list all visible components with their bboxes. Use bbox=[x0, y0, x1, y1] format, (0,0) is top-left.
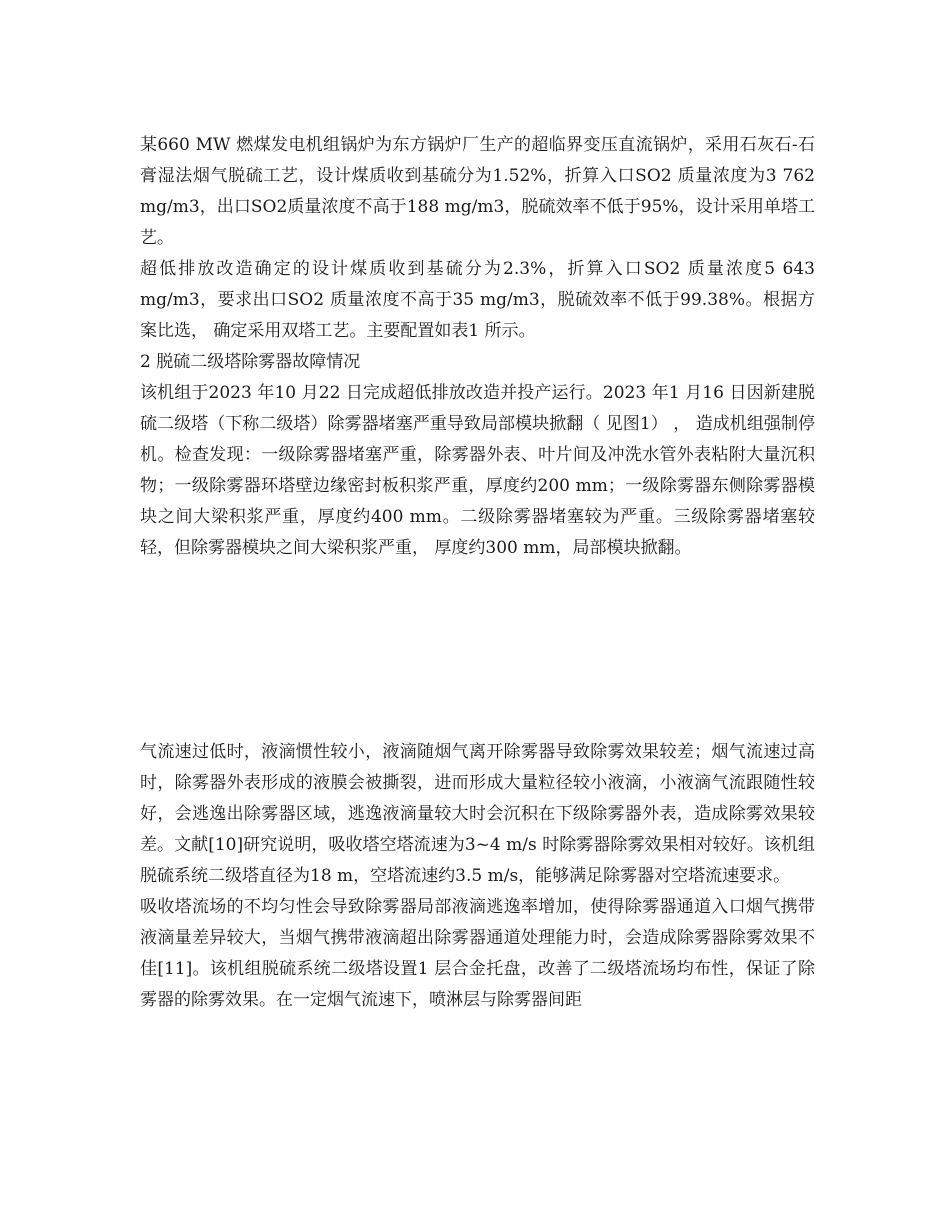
paragraph-boiler-intro: 某660 MW 燃煤发电机组锅炉为东方锅炉厂生产的超临界变压直流锅炉，采用石灰石-石膏湿法烟气脱硫工艺，设计煤质收到基硫分为1.52%，折算入口SO2 质量浓度为3 762 mg/m3，出口SO2质量浓度不高于188 mg/m3，脱硫效率不低于95%，设计采用单塔工艺。 bbox=[140, 135, 815, 248]
text-block-lower bbox=[140, 737, 815, 1016]
section-heading-fault: 2 脱硫二级塔除雾器故障情况 bbox=[140, 352, 361, 372]
paragraph-ultra-low-retrofit: 超低排放改造确定的设计煤质收到基硫分为2.3%，折算入口SO2 质量浓度5 643 mg/m3，要求出口SO2 质量浓度不高于35 mg/m3，脱硫效率不低于99.38%。根据方案比选， 确定采用双塔工艺。主要配置如表1 所示。 bbox=[140, 259, 815, 341]
paragraph-flow-field: 吸收塔流场的不均匀性会导致除雾器局部液滴逃逸率增加，使得除雾器通道入口烟气携带液滴量差异较大，当烟气携带液滴超出除雾器通道处理能力时，会造成除雾器除雾效果不佳[11]。该机组脱硫系统二级塔设置1 层合金托盘，改善了二级塔流场均布性，保证了除雾器的除雾效果。在一定烟气流速下，喷淋层与除雾器间距 bbox=[140, 897, 815, 1010]
text-block-upper bbox=[140, 130, 815, 564]
paragraph-flow-velocity: 气流速过低时，液滴惯性较小，液滴随烟气离开除雾器导致除雾效果较差；烟气流速过高时，除雾器外表形成的液膜会被撕裂，进而形成大量粒径较小液滴，小液滴气流跟随性较好，会逃逸出除雾器区域，逃逸液滴量较大时会沉积在下级除雾器外表，造成除雾效果较差。文献[10]研究说明，吸收塔空塔流速为3~4 m/s 时除雾器除雾效果相对较好。该机组脱硫系统二级塔直径为18 m，空塔流速约3.5 m/s，能够满足除雾器对空塔流速要求。 bbox=[140, 742, 815, 886]
paragraph-fault-description: 该机组于2023 年10 月22 日完成超低排放改造并投产运行。2023 年1 月16 日因新建脱硫二级塔（下称二级塔）除雾器堵塞严重导致局部模块掀翻（ 见图1） ， 造成机组强制停机。检查发现：一级除雾器堵塞严重，除雾器外表、叶片间及冲洗水管外表粘附大量沉积物；一级除雾器环塔壁边缘密封板积浆严重，厚度约200 mm；一级除雾器东侧除雾器模块之间大梁积浆严重，厚度约400 mm。二级除雾器堵塞较为严重。三级除雾器堵塞较轻，但除雾器模块之间大梁积浆严重， 厚度约300 mm，局部模块掀翻。 bbox=[140, 383, 815, 558]
